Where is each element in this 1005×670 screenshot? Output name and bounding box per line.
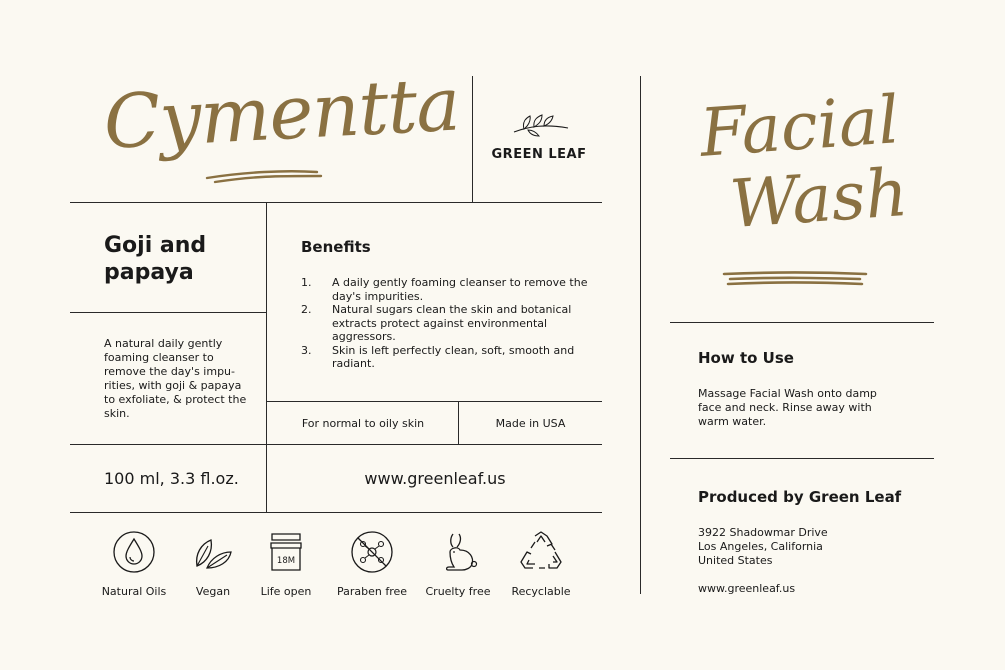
divider — [70, 512, 602, 513]
feature-label: Recyclable — [511, 585, 571, 598]
divider — [266, 401, 602, 402]
product-variant: Goji and papaya — [104, 233, 207, 285]
feature-life-open — [246, 530, 326, 598]
feature-paraben-free — [332, 530, 412, 598]
producer-heading: Produced by Green Leaf — [698, 488, 902, 506]
benefits-heading: Benefits — [301, 238, 371, 256]
feature-vegan — [173, 530, 253, 598]
skin-type: For normal to oily skin — [301, 417, 425, 430]
volume-label: 100 ml, 3.3 fl.oz. — [104, 469, 239, 488]
divider — [472, 76, 473, 203]
divider — [70, 444, 602, 445]
divider — [670, 458, 934, 459]
list-number: 1. — [301, 276, 312, 289]
list-text: A daily gently foaming cleanser to remove the day's impurities. — [332, 276, 588, 303]
paraben-free-icon — [350, 530, 394, 574]
website-link[interactable]: www.greenleaf.us — [364, 469, 506, 488]
divider — [266, 202, 267, 512]
producer-website-link[interactable]: www.greenleaf.us — [698, 582, 796, 595]
list-number: 3. — [301, 343, 312, 357]
address-line: 3922 Shadowmar Drive — [698, 526, 828, 539]
divider — [640, 76, 641, 594]
feature-cruelty-free — [418, 530, 498, 598]
jar-badge: 18M — [276, 556, 296, 566]
divider — [70, 312, 266, 313]
how-to-use-heading: How to Use — [698, 349, 794, 367]
product-description: A natural daily gently foaming cleanser to remove the day's impu-rities, with goji & papaya to exfoliate, & protect the skin. — [104, 337, 247, 420]
brand-name: Cymentta — [101, 61, 462, 166]
feature-label: Life open — [260, 585, 312, 598]
feature-natural-oils — [94, 530, 174, 598]
list-item — [301, 344, 591, 371]
product-title-line2: Wash — [727, 153, 911, 244]
origin-label: Made in USA — [495, 417, 566, 430]
benefits-list — [301, 276, 591, 371]
leaf-branch-icon — [512, 112, 570, 138]
divider — [670, 322, 934, 323]
rabbit-icon — [436, 530, 480, 574]
feature-label: Cruelty free — [425, 585, 491, 598]
list-item — [301, 276, 591, 303]
brand-underline-flourish — [205, 164, 325, 186]
feature-label: Vegan — [195, 585, 231, 598]
open-jar-icon — [264, 530, 308, 574]
feature-recyclable — [501, 530, 581, 598]
feature-label: Natural Oils — [101, 585, 167, 598]
list-text: Skin is left perfectly clean, soft, smooth and radiant. — [332, 343, 575, 370]
list-number: 2. — [301, 303, 312, 316]
list-item — [301, 303, 591, 344]
oil-drop-icon — [112, 530, 156, 574]
divider — [70, 202, 602, 203]
feature-label: Paraben free — [336, 585, 408, 598]
leaves-icon — [191, 530, 235, 574]
address-line: United States — [698, 554, 773, 567]
title-underline-flourish — [720, 266, 870, 292]
logo-wordmark: GREEN LEAF — [491, 147, 587, 162]
address-line: Los Angeles, California — [698, 540, 823, 553]
how-to-use-text: Massage Facial Wash onto damp face and neck. Rinse away with warm water. — [698, 387, 877, 428]
list-text: Natural sugars clean the skin and botanical extracts protect against environmental aggressors. — [332, 303, 572, 343]
product-title-line1: Facial — [697, 81, 902, 172]
recycle-icon — [519, 530, 563, 574]
producer-address — [698, 526, 828, 568]
